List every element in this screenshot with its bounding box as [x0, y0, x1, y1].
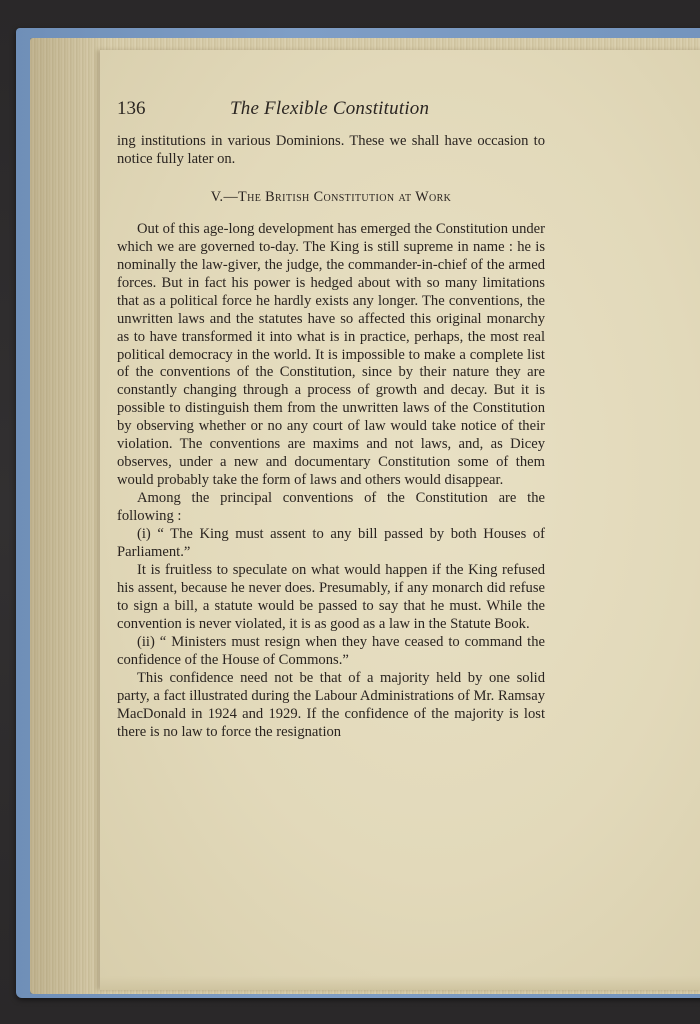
paragraph: Among the principal conventions of the Constitution are the following :: [117, 490, 545, 525]
running-title: The Flexible Constitution: [230, 98, 430, 119]
text-column: [117, 133, 545, 742]
running-head: [117, 98, 547, 124]
page-number: 136: [117, 98, 146, 119]
section-heading: V.—The British Constitution at Work: [210, 188, 452, 205]
continuation-paragraph: ing institutions in various Dominions. These we shall have occasion to notice fully later on.: [117, 133, 545, 167]
convention-item: (ii) “ Ministers must resign when they have ceased to command the confidence of the House of Commons.”: [117, 633, 545, 668]
convention-item: (i) “ The King must assent to any bill passed by both Houses of Parliament.”: [117, 526, 545, 561]
paragraph: Out of this age-long development has emerged the Constitution under which we are governed to-day. The King is still supreme in name : he is nominally the law-giver, the judge, the commander-in-chief of the armed forces. But in fact his power is hedged about with so many limitations that as a political force he hardly exists any longer. The conventions, the unwritten laws and the statutes have so affected this original monarchy as to have transformed it into what is in practice, perhaps, the most real political democracy in the world. It is impossible to make a complete list of the conventions of the Constitution, since by their nature they are constantly changing through a process of growth and decay. But it is possible to distinguish them from the unwritten laws of the Constitution by observing whether or no any court of law would take notice of their violation. The conventions are maxims and not laws, and, as Dicey observes, under a new and documentary Constitution some of them would probably take the form of laws and others would disappear.: [117, 220, 545, 489]
paragraph: This confidence need not be that of a majority held by one solid party, a fact illustrated during the Labour Administrations of Mr. Ramsay MacDonald in 1924 and 1929. If the confidence of the majority is lost there is no law to force the resignation: [117, 669, 545, 740]
paragraph: It is fruitless to speculate on what would happen if the King refused his assent, because he never does. Presumably, if any monarch did refuse to sign a bill, a statute would be passed to say that he must. While the convention is never violated, it is as good as a law in the Statute Book.: [117, 561, 545, 632]
